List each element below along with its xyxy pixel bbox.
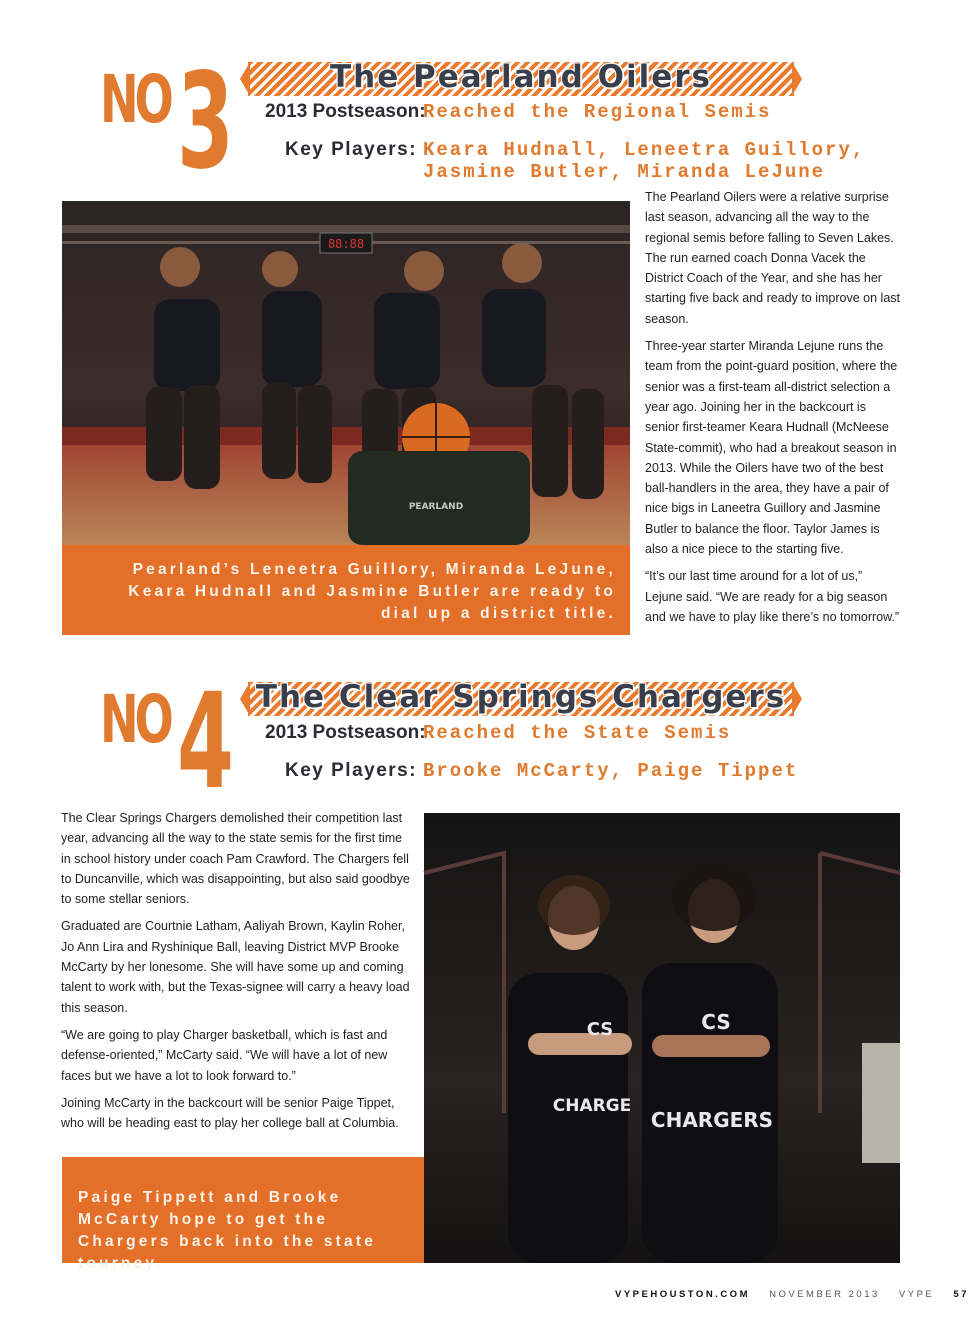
rank-number-4: 4 xyxy=(177,665,234,819)
key-players-line1-4: Brooke McCarty, Paige Tippet xyxy=(423,760,799,782)
team-photo-4 xyxy=(424,813,900,1263)
postseason-label-3: 2013 Postseason: xyxy=(265,101,426,122)
caption-box-3 xyxy=(62,545,630,635)
photo-jersey-left-text: CHARGE xyxy=(552,1096,632,1116)
rank-prefix-4: NO xyxy=(100,681,170,758)
clear-springs-players-photo xyxy=(424,813,900,1263)
article-body-4 xyxy=(61,808,413,1140)
team-name-banner-3 xyxy=(248,59,794,96)
footer-issue: NOVEMBER 2013 xyxy=(769,1289,880,1300)
pearland-players-photo xyxy=(62,201,630,545)
team-photo-3 xyxy=(62,201,630,545)
photo-caption-3: Pearland’s Leneetra Guillory, Miranda LeJune, Keara Hudnall and Jasmine Butler are ready to dial up a district title. xyxy=(128,561,616,622)
footer-page-number: 57 xyxy=(953,1289,969,1300)
paragraph: “We are going to play Charger basketball, which is fast and defense-oriented,” McCarty said. “We will have a lot of new faces but we have a lot to look forward to.” xyxy=(61,1027,388,1083)
photo-scoreboard-text: 88:88 xyxy=(327,237,365,251)
paragraph: “It’s our last time around for a lot of us,” Lejune said. “We are ready for a big season and we have to play like there’s no tomorrow.” xyxy=(645,569,900,624)
caption-box-4 xyxy=(62,1157,424,1272)
photo-jersey-cs-right: CS xyxy=(701,1010,731,1034)
key-players-line2-3: Jasmine Butler, Miranda LeJune xyxy=(423,161,826,183)
photo-bag-text: PEARLAND xyxy=(408,502,464,512)
paragraph: Three-year starter Miranda Lejune runs the team from the point-guard position, where the senior was a first-team all-district selection a year ago. Joining her in the backcourt is senior first-teamer Keara Hudnall (McNeese State-commit), who had a breakout season in 2013. While the Oilers have two of the best ball-handlers in the area, they have a pair of nice bigs in Laneetra Guillory and Jasmine Butler to balance the floor. Taylor James is also a nice piece to the starting five. xyxy=(645,339,898,557)
rank-number-3: 3 xyxy=(177,45,234,199)
paragraph: The Clear Springs Chargers demolished their competition last year, advancing all the way to the state semis for the first time in school history under coach Pam Crawford. The Chargers fell to Duncanville, which was disappointing, but also said goodbye to some stellar seniors. xyxy=(61,811,410,907)
article-body-3 xyxy=(645,187,903,634)
postseason-value-3: Reached the Regional Semis xyxy=(423,101,772,123)
team-name-4: The Clear Springs Chargers xyxy=(255,679,787,715)
footer-site: VYPEHOUSTON.COM xyxy=(615,1289,750,1300)
postseason-value-4: Reached the State Semis xyxy=(423,722,732,744)
team-name-3: The Pearland Oilers xyxy=(330,59,712,95)
photo-caption-4: Paige Tippett and Brooke McCarty hope to get the Chargers back into the state tourney. xyxy=(78,1189,377,1272)
footer xyxy=(615,1289,969,1300)
postseason-label-4: 2013 Postseason: xyxy=(265,722,426,743)
team-name-banner-4 xyxy=(248,679,794,716)
paragraph: The Pearland Oilers were a relative surprise last season, advancing all the way to the regional semis before falling to Seven Lakes. The run earned coach Donna Vacek the District Coach of the Year, and she has her starting five back and ready to improve on last season. xyxy=(645,190,900,326)
key-players-line1-3: Keara Hudnall, Leneetra Guillory, xyxy=(423,139,866,161)
paragraph: Graduated are Courtnie Latham, Aaliyah Brown, Kaylin Roher, Jo Ann Lira and Ryshinique Ball, leaving District MVP Brooke McCarty by her lonesome. She will have some up and coming talent to work with, but the Texas-signee will carry a heavy load this season. xyxy=(61,919,410,1015)
photo-jersey-cs-left: CS xyxy=(586,1019,614,1040)
paragraph: Joining McCarty in the backcourt will be senior Paige Tippet, who will be heading east to play her college ball at Columbia. xyxy=(61,1095,399,1131)
photo-jersey-right-text: CHARGERS xyxy=(650,1108,774,1132)
rank-prefix-3: NO xyxy=(100,61,170,138)
key-players-label-3: Key Players: xyxy=(285,139,418,160)
footer-brand: VYPE xyxy=(898,1289,935,1300)
key-players-label-4: Key Players: xyxy=(285,760,418,781)
